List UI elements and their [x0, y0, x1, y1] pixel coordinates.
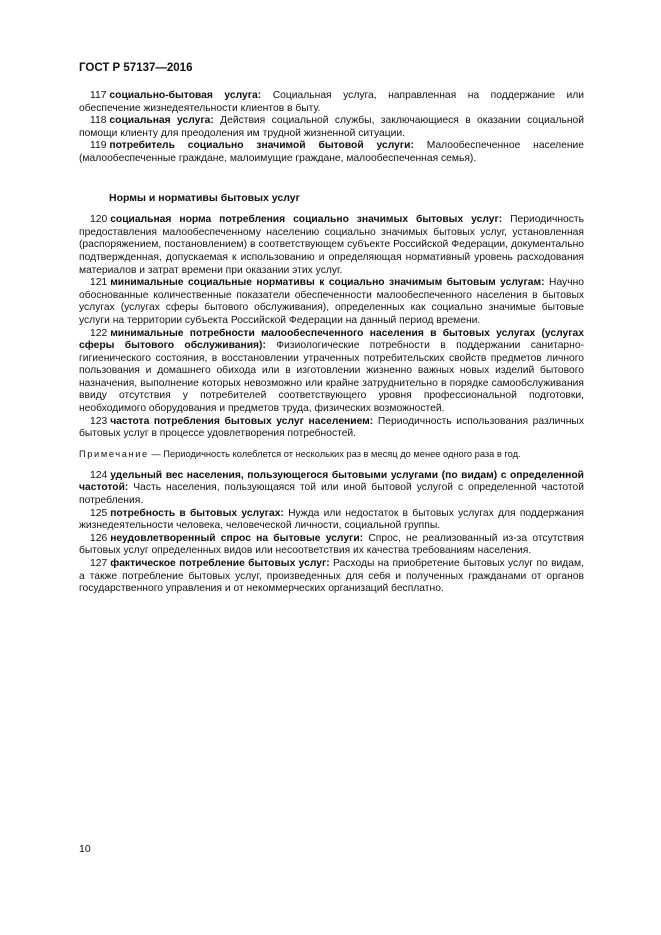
term-entry-123	[79, 416, 584, 441]
term-name: неудовлетворенный спрос на бытовые услуги:	[110, 532, 364, 544]
term-name: минимальные социальные нормативы к социально значимым бытовым услугам:	[110, 277, 545, 289]
term-entry-119	[79, 140, 584, 165]
term-definition: Часть населения, пользующаяся той или иной бытовой услугой с определенной частотой потребления.	[79, 482, 584, 507]
note-label: Примечание	[79, 448, 149, 459]
term-definition: Малообеспеченное население (малообеспеченные граждане, малоимущие граждане, малообеспеченная семья).	[79, 140, 584, 164]
term-number: 120	[90, 214, 108, 226]
term-name: социальная норма потребления социально значимых бытовых услуг:	[110, 214, 503, 226]
term-number: 121	[90, 277, 108, 289]
term-definition: Научно обоснованные количественные показатели обеспеченности малообеспеченного населения в бытовых услугах (услугах сферы бытового обслуживания), определенных как социально значимые бытовые услуги на территории субъекта Российской Федерации на данный период времени.	[79, 277, 584, 326]
term-definition: Периодичность использования различных бытовых услуг в процессе удовлетворения потребностей.	[79, 415, 584, 440]
term-definition: Социальная услуга, направленная на поддержание или обеспечение жизнедеятельности клиентов в быту.	[79, 90, 584, 114]
term-name: социальная услуга:	[109, 115, 214, 127]
term-name: частота потребления бытовых услуг населением:	[110, 415, 374, 427]
term-name: удельный вес населения, пользующегося бытовыми услугами (по видам) с определенной частотой:	[79, 469, 584, 494]
term-definition: Спрос, не реализованный из-за отсутствия бытовых услуг определенных видов или несоответствия их качества требованиям населения.	[79, 532, 584, 557]
document-body	[79, 90, 584, 596]
term-number: 118	[90, 115, 107, 127]
term-definition: Физиологические потребности в поддержании санитарно-гигиенического состояния, в восстановлении утраченных потребительских свойств предметов личного пользования и домашнего обихода или в изготовлении жизненно важных новых изделий бытового назначения, выполнение которых невозможно или крайне затруднительно в порядке самообслуживания ввиду отсутствия у потребителей соответствующего уровня профессиональной подготовки, необходимого оборудования и предметов труда, физических возможностей.	[79, 340, 584, 415]
term-number: 125	[90, 507, 108, 519]
term-name: минимальные потребности малообеспеченного населения в бытовых услугах (услугах сферы бытового обслуживания):	[79, 327, 584, 352]
term-number: 117	[90, 90, 107, 101]
term-number: 119	[90, 140, 107, 152]
term-entry-117	[79, 90, 584, 115]
term-definition: Нужда или недостаток в бытовых услугах для поддержания жизнедеятельности человека, человеческой личности, социальной группы.	[79, 507, 584, 532]
term-name: фактическое потребление бытовых услуг:	[110, 558, 330, 569]
term-name: потребитель социально значимой бытовой услуги:	[109, 140, 414, 152]
term-name: потребность в бытовых услугах:	[110, 507, 284, 519]
note-text: — Периодичность колеблется от нескольких раз в месяц до менее одного раза в год.	[148, 448, 521, 459]
term-number: 124	[90, 469, 108, 481]
term-entry-125	[79, 508, 584, 533]
term-number: 127	[90, 558, 108, 569]
document-header: ГОСТ Р 57137—2016	[79, 62, 193, 74]
term-entry-127	[79, 558, 584, 596]
term-name: социально-бытовая услуга:	[109, 90, 262, 101]
term-definition: Расходы на приобретение бытовых услуг по видам, а также потребление бытовых услуг, произведенных для себя и полученных гражданами от органов государственного управления и от некоммерческих организаций бесплатно.	[79, 558, 584, 595]
term-definition: Действия социальной службы, заключающиеся в оказании социальной помощи клиенту для преодоления им трудной жизненной ситуации.	[79, 115, 584, 139]
term-entry-126	[79, 533, 584, 558]
note	[79, 448, 584, 460]
term-definition: Периодичность предоставления малообеспеченному населению социально значимых бытовых услуг, установленная (распоряжением, постановлением) в соответствующем субъекте Российской Федерации, документально подтвержденная, допускаемая к использованию и определяющая нормативный уровень расходования материалов и затрат времени при оказании этих услуг.	[79, 214, 584, 276]
term-number: 126	[90, 532, 108, 544]
term-entry-118	[79, 115, 584, 140]
term-entry-124	[79, 470, 584, 508]
section-title: Нормы и нормативы бытовых услуг	[109, 191, 300, 204]
term-entry-122	[79, 328, 584, 416]
page-number: 10	[79, 843, 91, 855]
term-entry-120	[79, 214, 584, 277]
term-number: 123	[90, 415, 108, 427]
term-entry-121	[79, 277, 584, 327]
term-number: 122	[90, 327, 108, 339]
